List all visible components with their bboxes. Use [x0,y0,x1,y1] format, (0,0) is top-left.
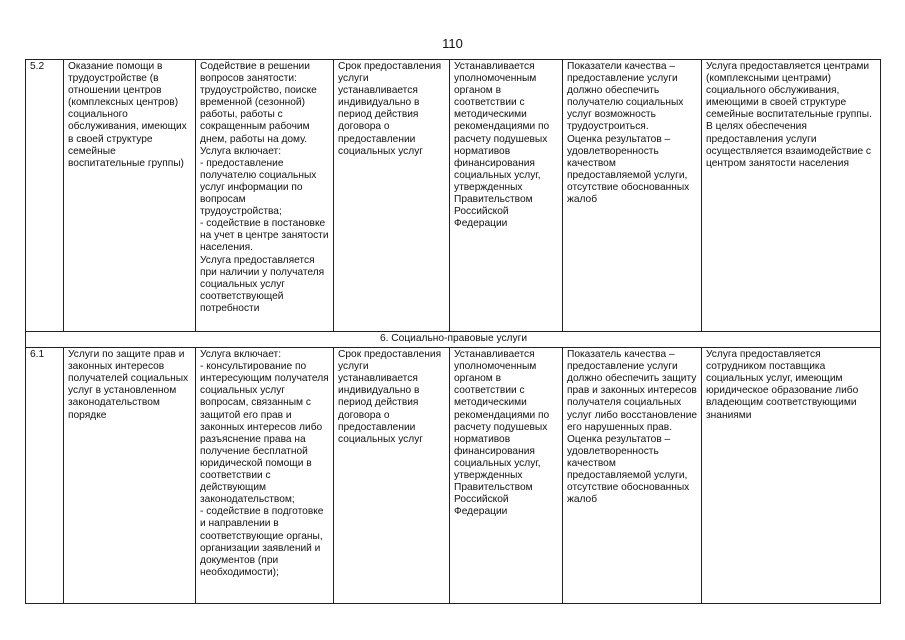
service-description-cell: Содействие в решении вопросов занятости: трудоустройство, поиске временной (сезонной) работы, работы с сокращенным рабочим днем, работы на дому. Услуга включает: - предоставление получателю социальных услуг информации по вопросам трудоустройства; - содействие в постановке на учет в центре занятости населения. Услуга предоставляется при наличии у получателя социальных услуг соответствующей потребности [196,60,334,332]
service-description-cell: Услуга включает: - консультирование по интересующим получателя социальных услуг вопросам, связанным с защитой его прав и законных интересов либо разъяснение права на получение бесплатной юридической помощи в соответствии с действующим законодательством; - содействие в подготовке и направлении в соответствующие органы, организации заявлений и документов (при необходимости); [196,348,334,604]
table-row [26,60,881,332]
row-number: 5.2 [26,60,64,332]
service-quality-cell: Показатели качества – предоставление услуги должно обеспечить получателю социальных услуг возможность трудоустроиться. Оценка результатов – удовлетворенность качеством предоставляемой услуги, отсутствие обоснованных жалоб [563,60,702,332]
row-number: 6.1 [26,348,64,604]
service-norm-cell: Устанавливается уполномоченным органом в соответствии с методическими рекомендациями по расчету подушевых нормативов финансирования социальных услуг, утвержденных Правительством Российской Федерации [450,60,563,332]
service-term-cell: Срок предоставления услуги устанавливается индивидуально в период действия договора о предоставлении социальных услуг [334,60,450,332]
table-row [26,348,881,604]
service-quality-cell: Показатель качества – предоставление услуги должно обеспечить защиту прав и законных интересов получателя социальных услуг либо восстановление его нарушенных прав. Оценка результатов – удовлетворенность качеством предоставляемой услуги, отсутствие обоснованных жалоб [563,348,702,604]
service-norm-cell: Устанавливается уполномоченным органом в соответствии с методическими рекомендациями по расчету подушевых нормативов финансирования социальных услуг, утвержденных Правительством Российской Федерации [450,348,563,604]
table-row [26,332,881,348]
service-conditions-cell: Услуга предоставляется центрами (комплексными центрами) социального обслуживания, имеющими в своей структуре семейные воспитательные группы. В целях обеспечения предоставления услуги осуществляется взаимодействие с центром занятости населения [702,60,881,332]
service-name-cell: Услуги по защите прав и законных интересов получателей социальных услуг в установленном законодательством порядке [64,348,196,604]
service-term-cell: Срок предоставления услуги устанавливается индивидуально в период действия договора о предоставлении социальных услуг [334,348,450,604]
services-table [25,59,881,604]
service-conditions-cell: Услуга предоставляется сотрудником поставщика социальных услуг, имеющим юридическое образование либо владеющим соответствующими знаниями [702,348,881,604]
page-number: 110 [442,36,463,51]
service-name-cell: Оказание помощи в трудоустройстве (в отношении центров (комплексных центров) социального обслуживания, имеющих в своей структуре семейные воспитательные группы) [64,60,196,332]
section-header: 6. Социально-правовые услуги [26,332,881,348]
